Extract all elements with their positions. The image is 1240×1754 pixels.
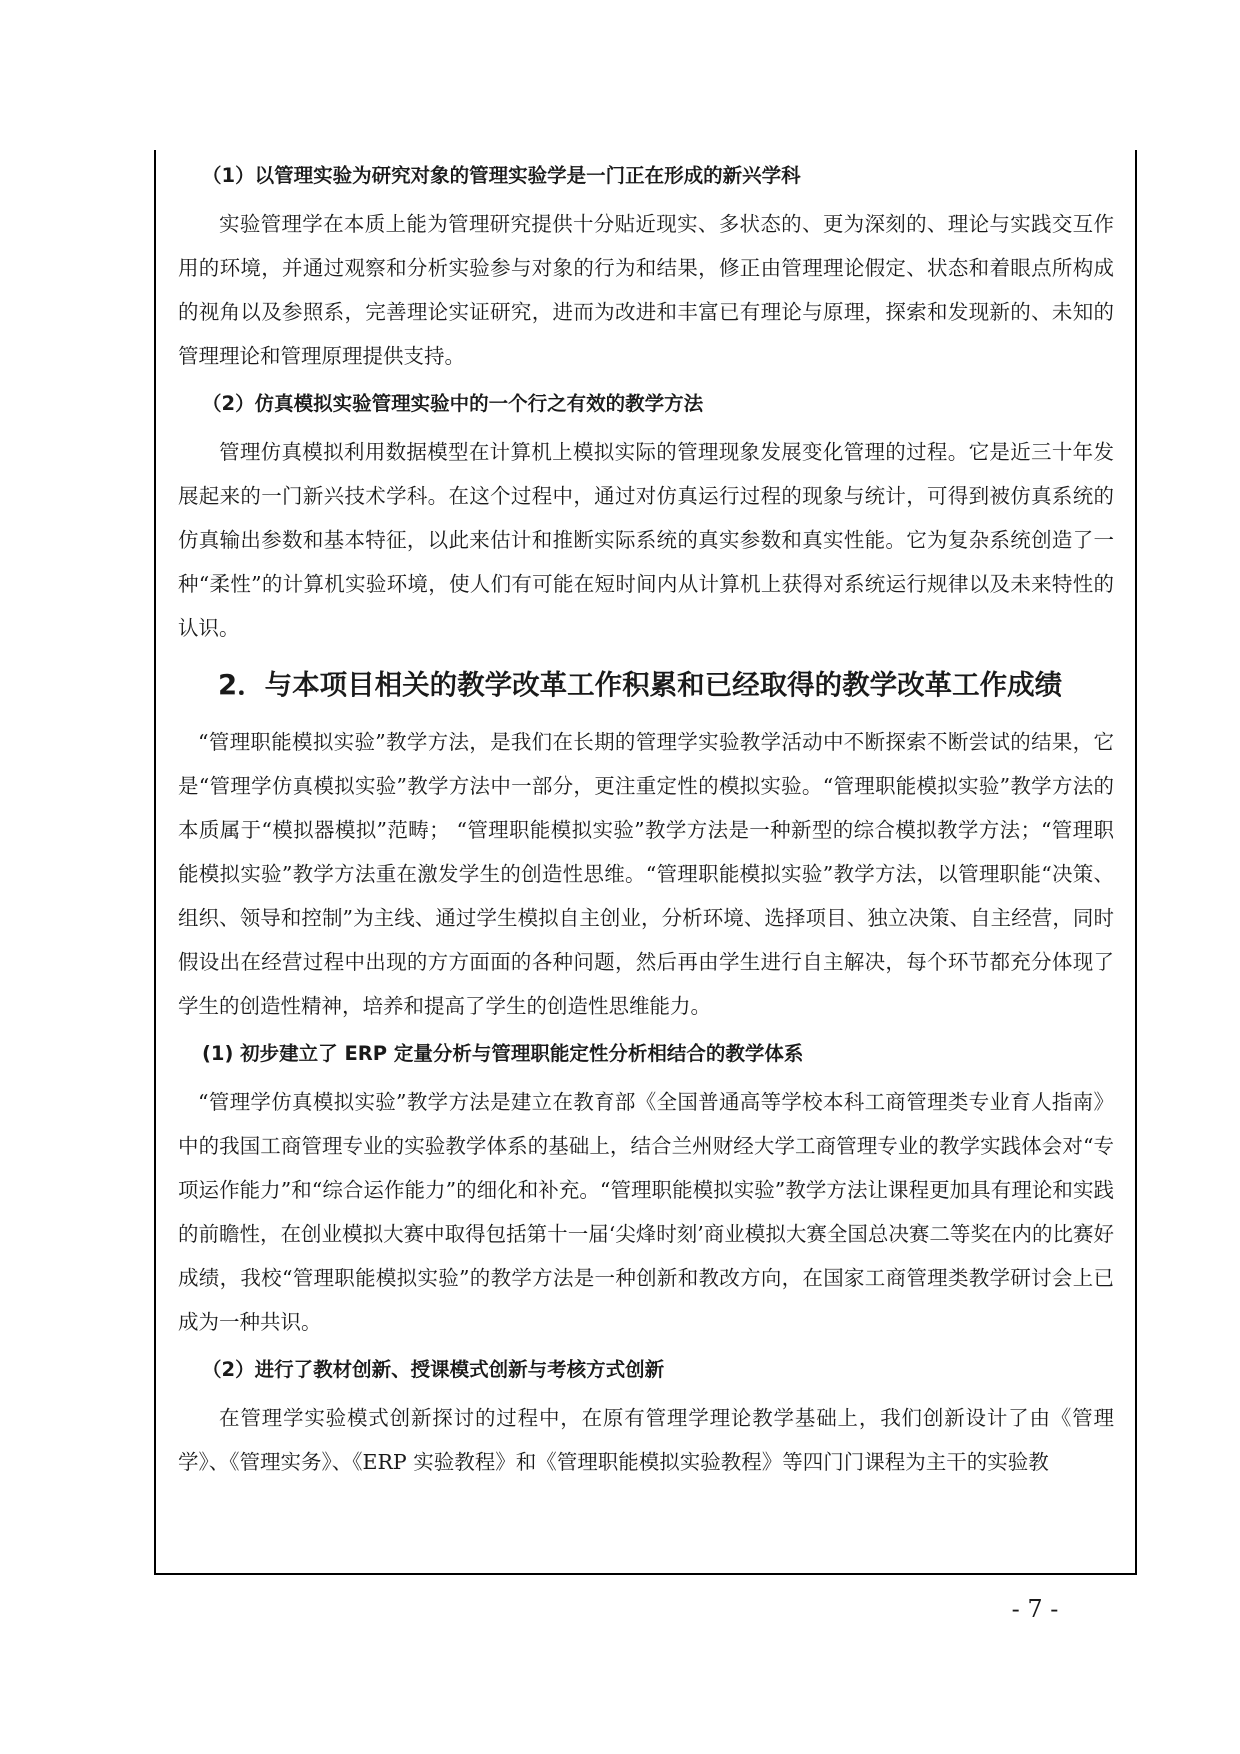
paragraph-innovation: 在管理学实验模式创新探讨的过程中，在原有管理学理论教学基础上，我们创新设计了由《管理学》、《管理实务》、《ERP 实验教程》和《管理职能模拟实验教程》等四门门课程为主干的实验教 bbox=[178, 1406, 1114, 1474]
subheading-2-1: (1) 初步建立了 ERP 定量分析与管理职能定性分析相结合的教学体系 bbox=[202, 1042, 804, 1065]
section-heading-2: 2．与本项目相关的教学改革工作积累和已经取得的教学改革工作成绩 bbox=[218, 669, 1063, 701]
document-body bbox=[178, 150, 1114, 1484]
subheading-1-1: （1）以管理实验为研究对象的管理实验学是一门正在形成的新兴学科 bbox=[202, 164, 801, 187]
paragraph-management-function-simulation: “管理职能模拟实验”教学方法，是我们在长期的管理学实验教学活动中不断探索不断尝试的结果，它是“管理学仿真模拟实验”教学方法中一部分，更注重定性的模拟实验。“管理职能模拟实验”教学方法的本质属于“模拟器模拟”范畴； “管理职能模拟实验”教学方法是一种新型的综合模拟教学方法；“管理职能模拟实验”教学方法重在激发学生的创造性思维。“管理职能模拟实验”教学方法，以管理职能“决策、组织、领导和控制”为主线、通过学生模拟自主创业，分析环境、选择项目、独立决策、自主经营，同时假设出在经营过程中出现的方方面面的各种问题，然后再由学生进行自主解决，每个环节都充分体现了学生的创造性精神，培养和提高了学生的创造性思维能力。 bbox=[178, 730, 1114, 1018]
subheading-1-2: （2）仿真模拟实验管理实验中的一个行之有效的教学方法 bbox=[202, 392, 704, 415]
paragraph-teaching-system: “管理学仿真模拟实验”教学方法是建立在教育部《全国普通高等学校本科工商管理类专业育人指南》中的我国工商管理专业的实验教学体系的基础上，结合兰州财经大学工商管理专业的教学实践体会对“专项运作能力”和“综合运作能力”的细化和补充。“管理职能模拟实验”教学方法让课程更加具有理论和实践的前瞻性，在创业模拟大赛中取得包括第十一届‘尖烽时刻’商业模拟大赛全国总决赛二等奖在内的比赛好成绩，我校“管理职能模拟实验”的教学方法是一种创新和教改方向，在国家工商管理类教学研讨会上已成为一种共识。 bbox=[178, 1090, 1114, 1334]
subheading-2-2: （2）进行了教材创新、授课模式创新与考核方式创新 bbox=[202, 1358, 665, 1381]
page-number: - 7 - bbox=[1011, 1595, 1059, 1623]
paragraph-simulation: 管理仿真模拟利用数据模型在计算机上模拟实际的管理现象发展变化管理的过程。它是近三十年发展起来的一门新兴技术学科。在这个过程中，通过对仿真运行过程的现象与统计，可得到被仿真系统的仿真输出参数和基本特征，以此来估计和推断实际系统的真实参数和真实性能。它为复杂系统创造了一种“柔性”的计算机实验环境，使人们有可能在短时间内从计算机上获得对系统运行规律以及未来特性的认识。 bbox=[178, 440, 1114, 640]
paragraph-experimental-management: 实验管理学在本质上能为管理研究提供十分贴近现实、多状态的、更为深刻的、理论与实践交互作用的环境，并通过观察和分析实验参与对象的行为和结果，修正由管理理论假定、状态和着眼点所构成的视角以及参照系，完善理论实证研究，进而为改进和丰富已有理论与原理，探索和发现新的、未知的管理理论和管理原理提供支持。 bbox=[178, 212, 1114, 368]
